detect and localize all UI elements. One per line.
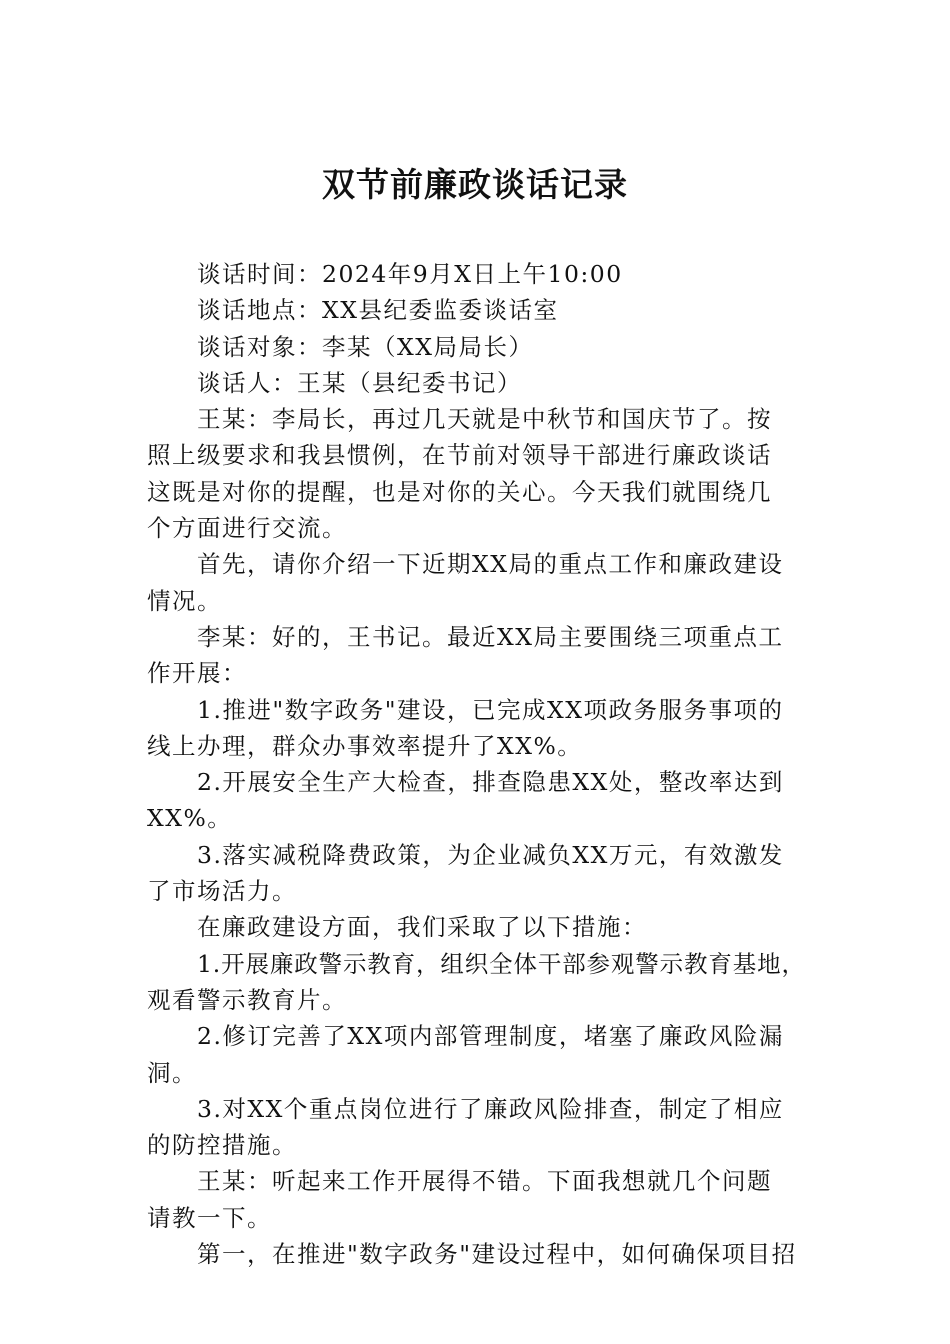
text-line: 2.开展安全生产大检查，排查隐患XX处，整改率达到 [197,768,784,797]
text-line: 谈话对象：李某（XX局局长） [197,332,534,361]
text-line: 第一，在推进"数字政务"建设过程中，如何确保项目招 [197,1240,797,1269]
text-line: 洞。 [147,1058,197,1087]
text-line: 情况。 [147,586,222,615]
text-line: 照上级要求和我县惯例，在节前对领导干部进行廉政谈话 [147,441,772,470]
text-line: 请教一下。 [147,1203,272,1232]
text-line: 个方面进行交流。 [147,514,347,543]
text-line: 王某：听起来工作开展得不错。下面我想就几个问题 [197,1167,772,1196]
text-line: 线上办理，群众办事效率提升了XX%。 [147,731,583,760]
document-body [147,256,811,1272]
text-line: 在廉政建设方面，我们采取了以下措施： [197,913,647,942]
text-line: 2.修订完善了XX项内部管理制度，堵塞了廉政风险漏 [197,1022,784,1051]
text-line: 的防控措施。 [147,1131,297,1160]
text-line: 这既是对你的提醒，也是对你的关心。今天我们就围绕几 [147,477,772,506]
text-line: 谈话时间：2024年9月X日上午10:00 [197,260,623,288]
text-line: 1.推进"数字政务"建设，已完成XX项政务服务事项的 [197,695,784,724]
text-line: 谈话人：王某（县纪委书记） [197,368,522,397]
text-line: 观看警示教育片。 [147,985,347,1014]
text-line: 谈话地点：XX县纪委监委谈话室 [197,296,559,325]
text-line: 作开展： [147,659,247,688]
text-line: 3.对XX个重点岗位进行了廉政风险排查，制定了相应 [197,1094,784,1123]
text-line: 了市场活力。 [147,877,297,906]
text-line: XX%。 [147,804,233,833]
text-line: 李某：好的，王书记。最近XX局主要围绕三项重点工 [197,622,784,651]
document-title: 双节前廉政谈话记录 [322,165,628,204]
text-line: 1.开展廉政警示教育，组织全体干部参观警示教育基地， [197,949,806,978]
text-line: 王某：李局长，再过几天就是中秋节和国庆节了。按 [197,405,772,434]
text-line: 3.落实减税降费政策，为企业减负XX万元，有效激发 [197,840,784,869]
text-line: 首先，请你介绍一下近期XX局的重点工作和廉政建设 [197,550,784,579]
